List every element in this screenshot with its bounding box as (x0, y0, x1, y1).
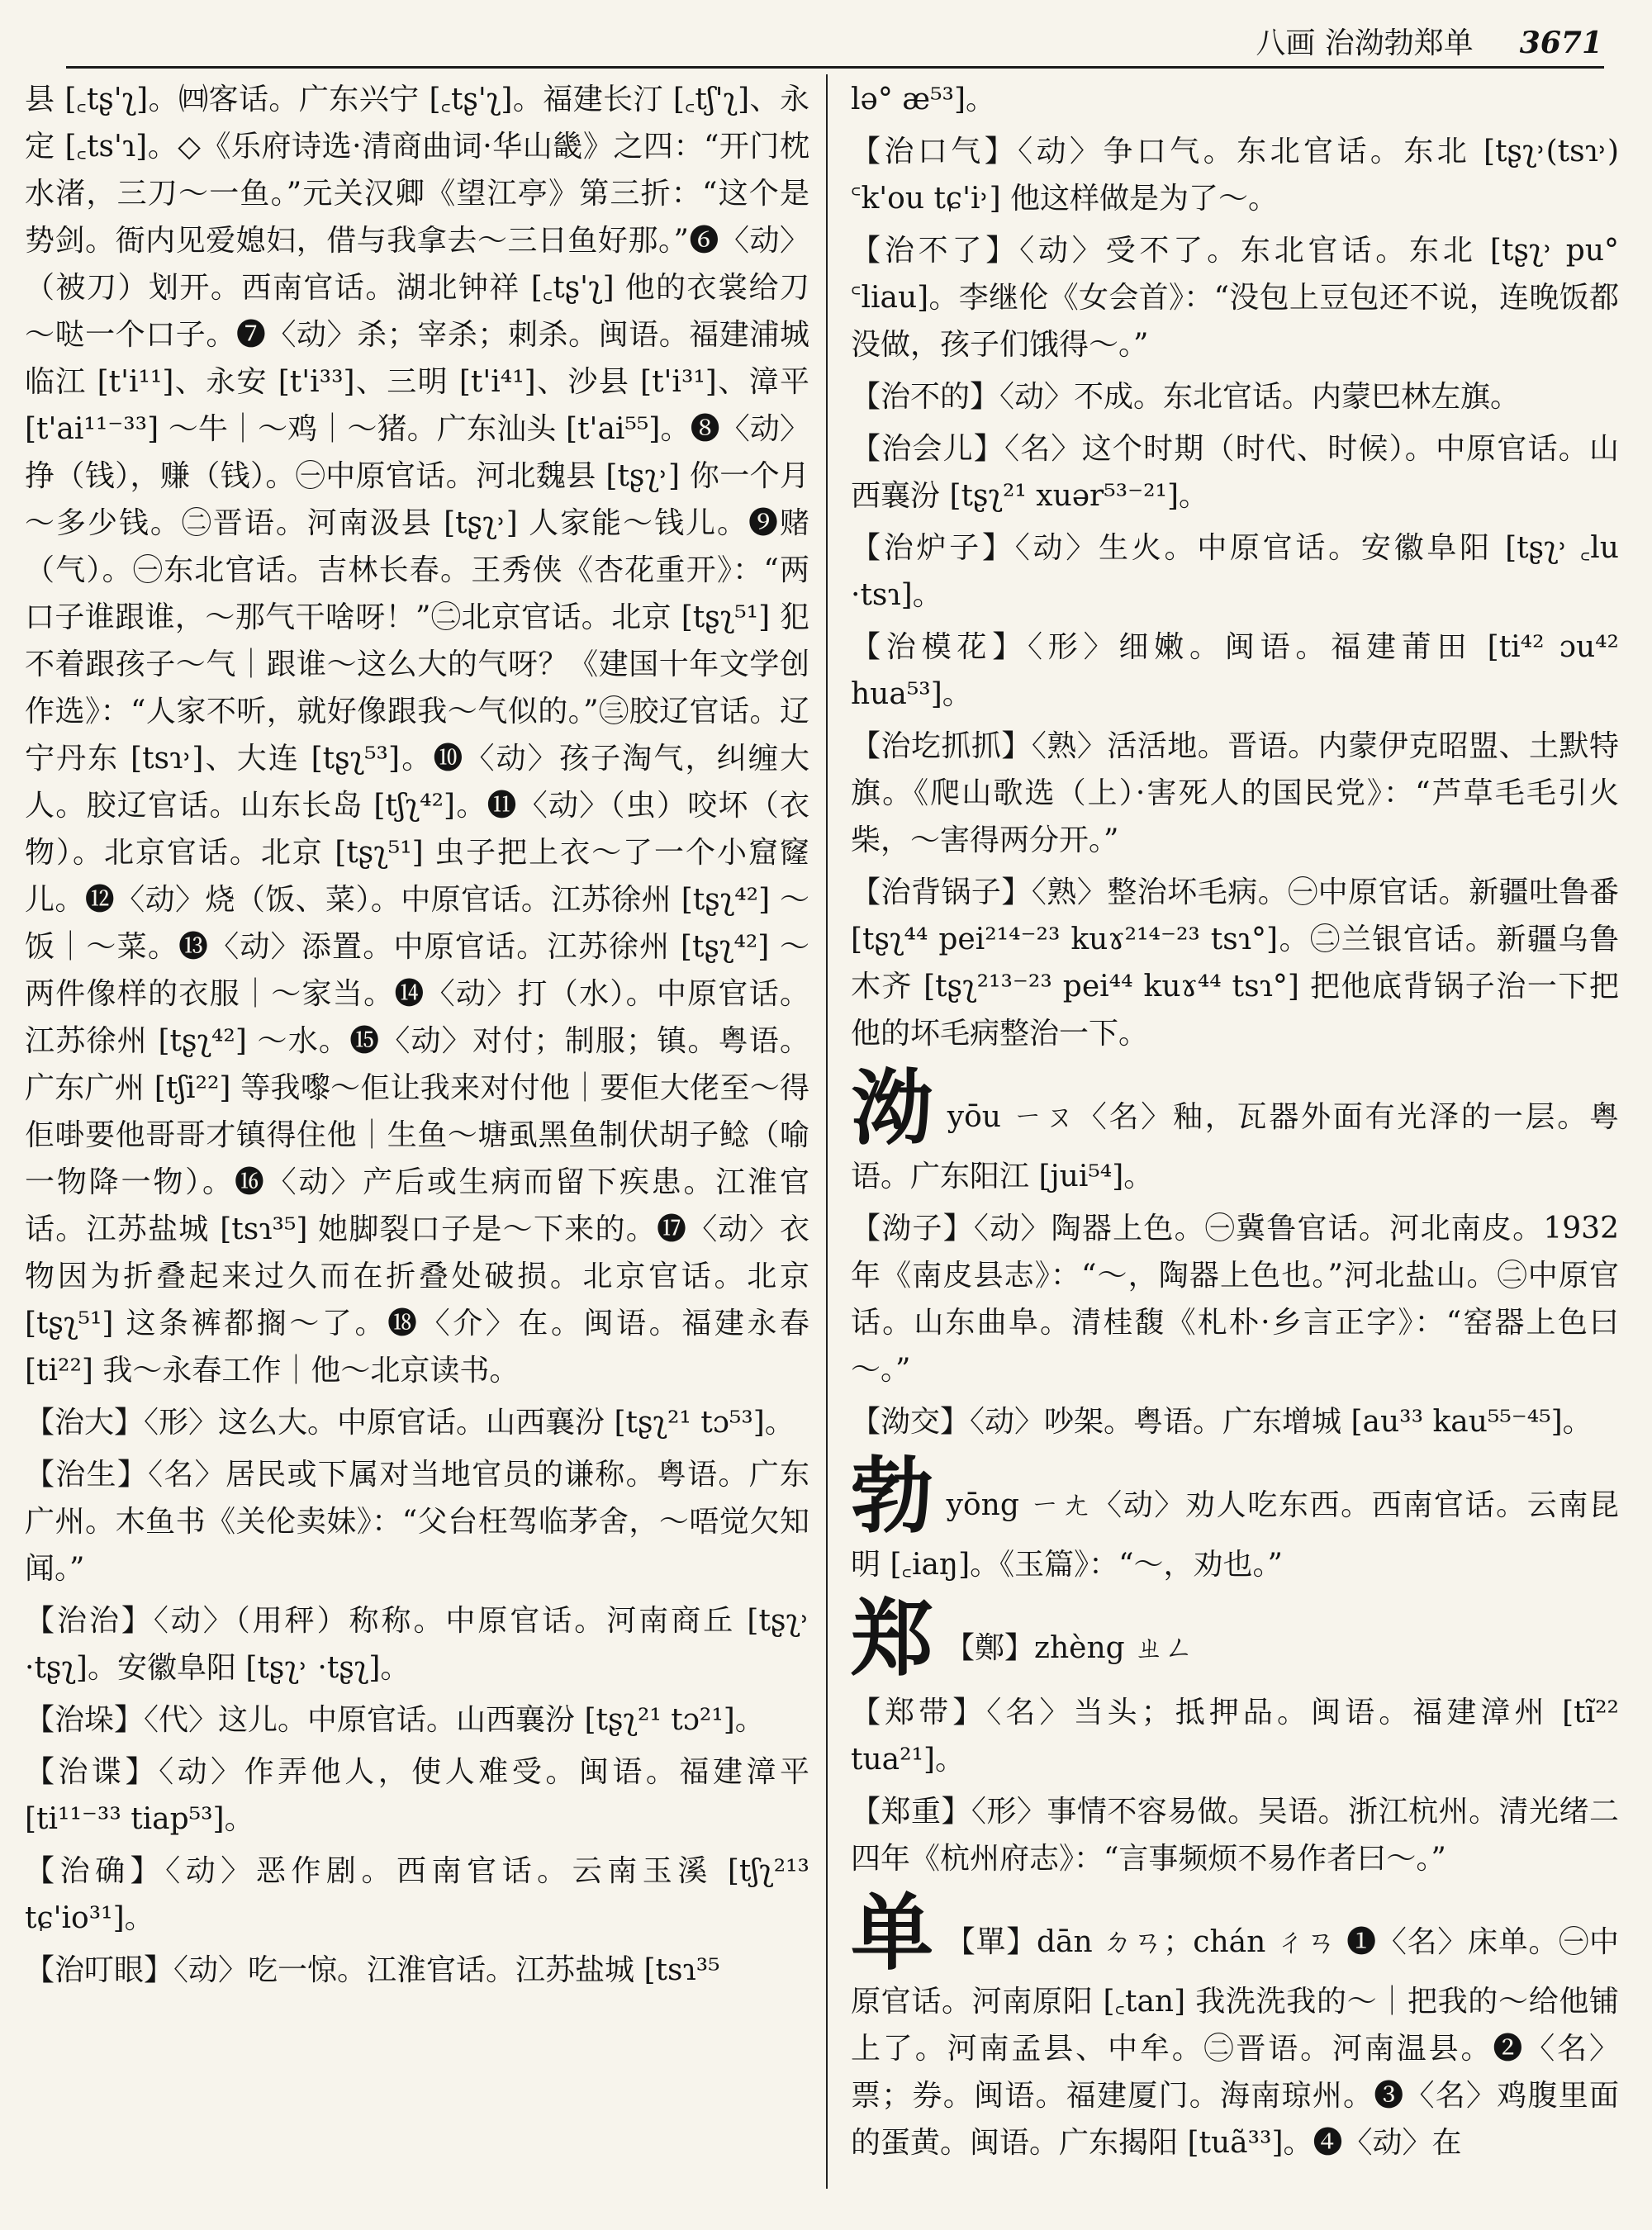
entry-zheng (851, 1590, 1619, 1687)
entry-zhique: 【治确】〈动〉恶作剧。西南官话。云南玉溪 [tʃʅ²¹³ tɕ'io³¹]。 (25, 1854, 809, 1935)
entry-zhimohua: 【治模花】〈形〉细嫩。闽语。福建莆田 [ti⁴² ɔu⁴² hua⁵³]。 (851, 630, 1619, 711)
right-column (851, 76, 1619, 2171)
entry-zhibuliao: 【治不了】〈动〉受不了。东北官话。东北 [tʂʅ˒ pu° ꜂liau]。李继伦《女会首》：“没包上豆包还不说，连晚饭都没做，孩子们饿得～。” (851, 234, 1619, 362)
entry-zhihuier: 【治会儿】〈名〉这个时期（时代、时候）。中原官话。山西襄汾 [tʂʅ²¹ xuər⁵³⁻²¹]。 (851, 432, 1619, 513)
entry-you (851, 1059, 1619, 1200)
column-divider (826, 74, 828, 2189)
entry-zhi-continued: 县 [꜀tʂ'ʅ]。㈣客话。广东兴宁 [꜀tʂ'ʅ]。福建长汀 [꜀tʃ'ʅ]、永定 [꜀ts'ɿ]。◇《乐府诗选·清商曲词·华山畿》之四：“开门枕水渚，三刀～一鱼。”元关汉卿《望江亭》第三折：“这个是势剑。衙内见爱媳妇，借与我拿去～三日鱼好那。”❻〈动〉（被刀）划开。西南官话。湖北钟祥 [꜀tʂ'ʅ] 他的衣裳给刀～哒一个口子。❼〈动〉杀；宰杀；刺杀。闽语。福建浦城临江 [t'i¹¹]、永安 [t'i³³]、三明 [t'i⁴¹]、沙县 [t'i³¹]、漳平 [t'ai¹¹⁻³³] ～牛｜～鸡｜～猪。广东汕头 [t'ai⁵⁵]。❽〈动〉挣（钱），赚（钱）。㊀中原官话。河北魏县 [tʂʅ˒] 你一个月～多少钱。㊁晋语。河南汲县 [tʂʅ˒] 人家能～钱儿。❾赌（气）。㊀东北官话。吉林长春。王秀侠《杏花重开》：“两口子谁跟谁，～那气干啥呀！”㊁北京官话。北京 [tʂʅ⁵¹] 犯不着跟孩子～气｜跟谁～这么大的气呀？《建国十年文学创作选》：“人家不听，就好像跟我～气似的。”㊂胶辽官话。辽宁丹东 [tsɿ˒]、大连 [tʂʅ⁵³]。❿〈动〉孩子淘气，纠缠大人。胶辽官话。山东长岛 [tʃʅ⁴²]。⓫〈动〉（虫）咬坏（衣物）。北京官话。北京 [tʂʅ⁵¹] 虫子把上衣～了一个小窟窿儿。⓬〈动〉烧（饭、菜）。中原官话。江苏徐州 [tʂʅ⁴²] ～饭｜～菜。⓭〈动〉添置。中原官话。江苏徐州 [tʂʅ⁴²] ～两件像样的衣服｜～家当。⓮〈动〉打（水）。中原官话。江苏徐州 [tʂʅ⁴²] ～水。⓯〈动〉对付；制服；镇。粤语。广东广州 [tʃi²²] 等我嚟～佢让我来对付他｜要佢大佬至～得佢啩要他哥哥才镇得住他｜生鱼～塘虱黑鱼制伏胡子鲶（喻一物降一物）。⓰〈动〉产后或生病而留下疾患。江淮官话。江苏盐城 [tsɿ³⁵] 她脚裂口子是～下来的。⓱〈动〉衣物因为折叠起来过久而在折叠处破损。北京官话。北京 [tʂʅ⁵¹] 这条裤都搁～了。⓲〈介〉在。闽语。福建永春 [ti²²] 我～永春工作｜他～北京读书。 (25, 83, 809, 1388)
header-rule (66, 66, 1604, 69)
entry-zhibeiguozi: 【治背锅子】〈熟〉整治坏毛病。㊀中原官话。新疆吐鲁番 [tʂʅ⁴⁴ pei²¹⁴⁻²³ kuɤ²¹⁴⁻²³ tsɿ°]。㊁兰银官话。新疆乌鲁木齐 [tʂʅ²¹³⁻²³ pei⁴⁴ kuɤ⁴⁴ tsɿ°] 把他底背锅子治一下把他的坏毛病整治一下。 (851, 875, 1619, 1051)
headword-zheng: 郑 (851, 1590, 933, 1687)
entry-youzi: 【泑子】〈动〉陶器上色。㊀冀鲁官话。河北南皮。1932年《南皮县志》：“～，陶器上色也。”河北盐山。㊁中原官话。山东曲阜。清桂馥《札朴·乡言正字》：“窑器上色曰～。” (851, 1212, 1619, 1387)
left-column (25, 76, 809, 1999)
entry-zhida: 【治大】〈形〉这么大。中原官话。山西襄汾 [tʂʅ²¹ tɔ⁵³]。 (25, 1406, 795, 1440)
entry-zhizhi: 【治治】〈动〉（用秤）称称。中原官话。河南商丘 [tʂʅ˒ ·tʂʅ]。安徽阜阳 [tʂʅ˒ ·tʂʅ]。 (25, 1604, 809, 1685)
entry-yong-text: yōng ㄧㄤ〈动〉劝人吃东西。西南官话。云南昆明 [꜀iaŋ]。《玉篇》：“～，劝也。” (851, 1488, 1620, 1582)
entry-you-text: yōu ㄧㄡ〈名〉釉，瓦器外面有光泽的一层。粤语。广东阳江 [jui⁵⁴]。 (851, 1100, 1619, 1193)
entry-youjiao: 【泑交】〈动〉吵架。粤语。广东增城 [au³³ kau⁵⁵⁻⁴⁵]。 (851, 1405, 1593, 1439)
entry-zhikouqi: 【治口气】〈动〉争口气。东北官话。东北 [tʂʅ˒(tsɿ˒) ꜂k'ou tɕ'i˒] 他这样做是为了～。 (851, 135, 1619, 216)
entry-dan (851, 1884, 1620, 2166)
page-number: 3671 (1519, 26, 1602, 60)
entry-zhigezhuazhua: 【治圪抓抓】〈熟〉活活地。晋语。内蒙伊克昭盟、土默特旗。《爬山歌选（上）·害死人的国民党》：“芦草毛毛引火柴，～害得两分开。” (851, 729, 1619, 857)
entry-continued: lə° æ⁵³]。 (851, 83, 996, 116)
entry-dan-text: 【單】dān ㄉㄢ；chán ㄔㄢ ❶〈名〉床单。㊀中原官话。河南原阳 [꜀tan] 我洗洗我的～｜把我的～给他铺上了。河南孟县、中牟。㊁晋语。河南温县。❷〈名〉票；券。闽语。福建厦门。海南琼州。❸〈名〉鸡腹里面的蛋黄。闽语。广东揭阳 [tuã³³]。❹〈动〉在 (851, 1925, 1620, 2160)
entry-zhibude: 【治不的】〈动〉不成。东北官话。内蒙巴林左旗。 (851, 380, 1521, 414)
section-title: 八画 治泑勃郑单 (1256, 26, 1474, 60)
entry-zhengzhong: 【郑重】〈形〉事情不容易做。吴语。浙江杭州。清光绪二四年《杭州府志》：“言事频烦不易作者曰～。” (851, 1795, 1619, 1876)
entry-zhengdai: 【郑带】〈名〉当头；抵押品。闽语。福建漳州 [tĩ²² tua²¹]。 (851, 1696, 1619, 1777)
entry-zhidie: 【治谍】〈动〉作弄他人，使人难受。闽语。福建漳平 [ti¹¹⁻³³ tiap⁵³]。 (25, 1755, 809, 1836)
entry-zheng-text: 【鄭】zhèng ㄓㄥ (945, 1631, 1194, 1665)
headword-you: 泑 (851, 1059, 936, 1156)
headword-dan: 单 (851, 1884, 934, 1981)
entry-zhiluzi: 【治炉子】〈动〉生火。中原官话。安徽阜阳 [tʂʅ˒ ꜀lu ·tsɿ]。 (851, 531, 1619, 612)
headword-yong: 勃 (851, 1447, 935, 1544)
entry-zhiduo: 【治垛】〈代〉这儿。中原官话。山西襄汾 [tʂʅ²¹ tɔ²¹]。 (25, 1703, 765, 1737)
entry-yong (851, 1447, 1620, 1588)
entry-zhidingyan: 【治叮眼】〈动〉吃一惊。江淮官话。江苏盐城 [tsɿ³⁵ (25, 1953, 720, 1987)
entry-zhisheng: 【治生】〈名〉居民或下属对当地官员的谦称。粤语。广东广州。木鱼书《关伦卖妹》：“父台枉驾临茅舍，～唔觉欠知闻。” (25, 1458, 809, 1586)
page-header (826, 20, 1602, 66)
